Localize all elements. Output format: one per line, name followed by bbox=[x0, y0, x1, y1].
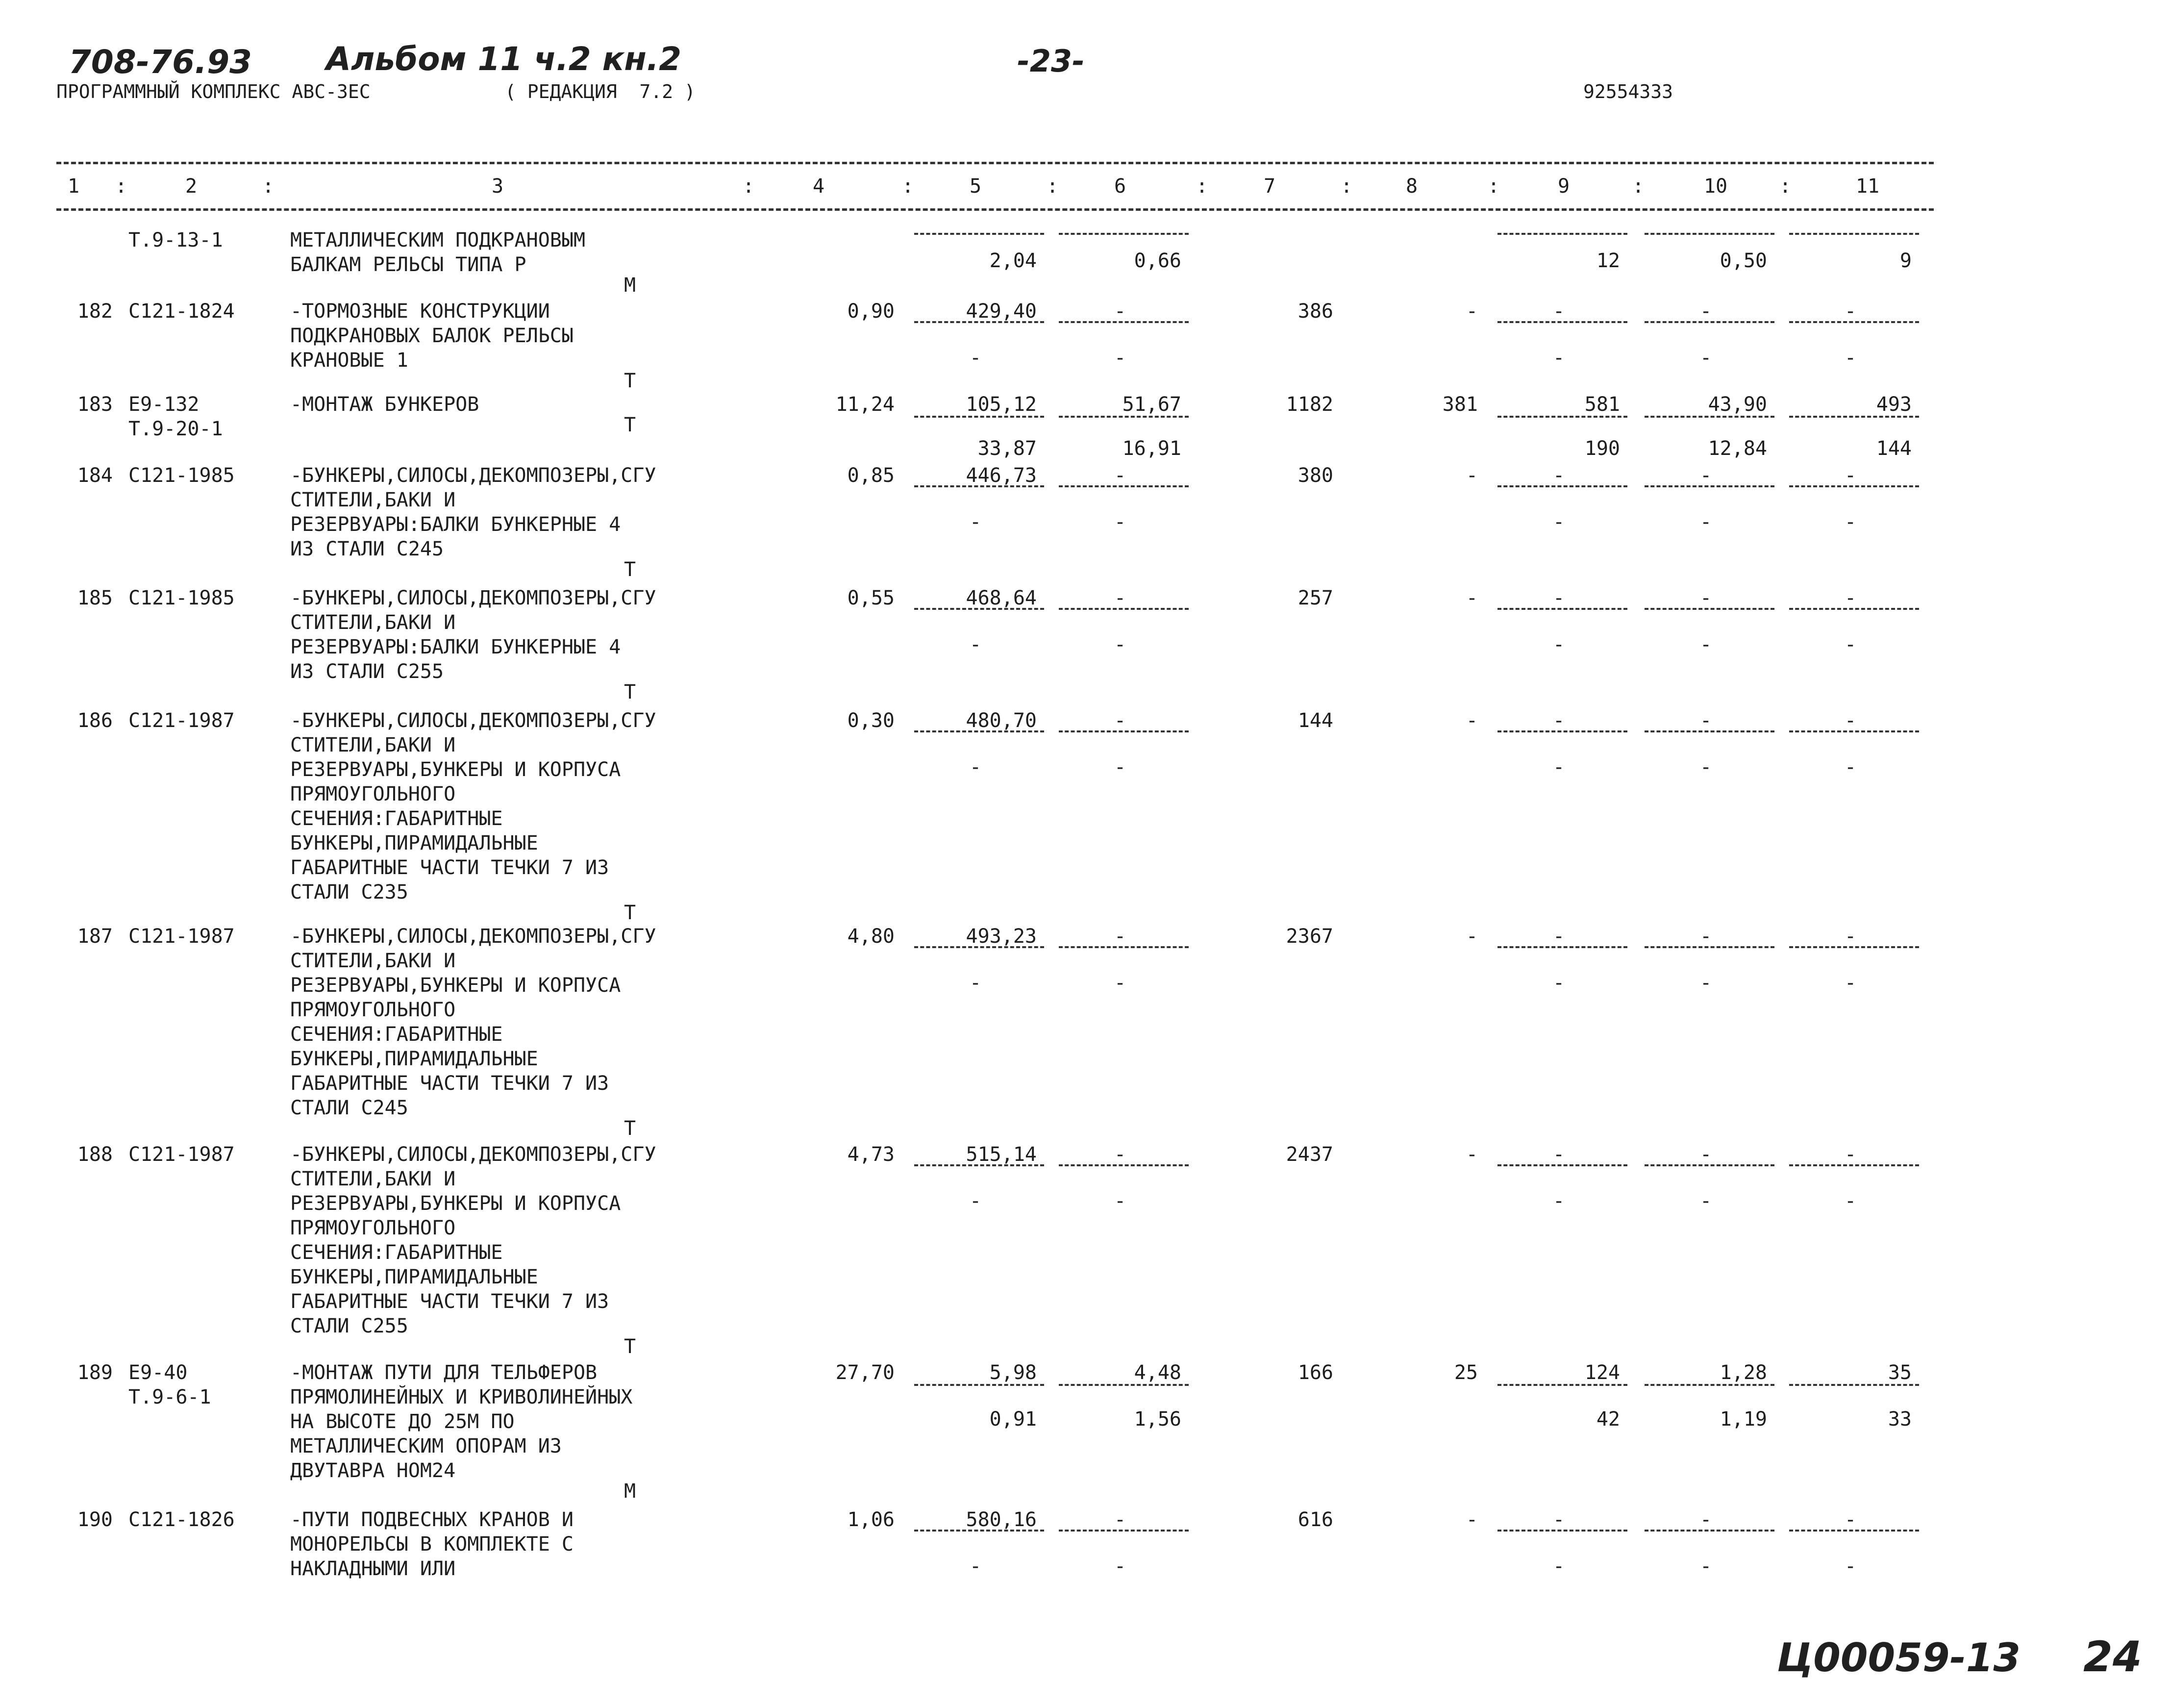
fraction-divider bbox=[914, 1384, 1044, 1386]
cell-col-11-bottom: 144 bbox=[1876, 437, 1912, 460]
cell-col-4: 0,30 bbox=[847, 709, 895, 732]
fraction-divider bbox=[1645, 1530, 1774, 1532]
fraction-divider bbox=[914, 1164, 1044, 1166]
column-header-9: 9 bbox=[1557, 175, 1570, 198]
cell-col-9-top: - bbox=[1552, 709, 1565, 732]
row-description: КРАНОВЫЕ 1 bbox=[290, 349, 408, 372]
row-description: СТИТЕЛИ,БАКИ И bbox=[290, 950, 456, 972]
cell-col-4: 4,73 bbox=[847, 1143, 895, 1166]
cell-col-6-bottom: - bbox=[1114, 347, 1126, 369]
cell-col-8: - bbox=[1466, 1143, 1478, 1166]
row-unit: М bbox=[624, 1480, 636, 1503]
cell-col-9-bottom: 190 bbox=[1584, 437, 1620, 460]
cell-col-4: 0,55 bbox=[847, 587, 895, 609]
row-description: ИЗ СТАЛИ С245 bbox=[290, 538, 444, 560]
fraction-divider bbox=[1789, 1384, 1919, 1386]
cell-col-5-top: 515,14 bbox=[966, 1143, 1037, 1166]
row-description: -БУНКЕРЫ,СИЛОСЫ,ДЕКОМПОЗЕРЫ,СГУ bbox=[290, 709, 656, 732]
row-description: РЕЗЕРВУАРЫ,БУНКЕРЫ И КОРПУСА bbox=[290, 974, 621, 997]
row-code: С121-1985 bbox=[128, 464, 235, 487]
cell-col-9-top: - bbox=[1552, 1143, 1565, 1166]
cell-col-9-bottom: 42 bbox=[1596, 1408, 1620, 1431]
cell-col-6-top: - bbox=[1114, 1508, 1126, 1531]
row-code: С121-1985 bbox=[128, 587, 235, 609]
row-description: СТАЛИ С245 bbox=[290, 1097, 408, 1119]
cell-col-8: - bbox=[1466, 587, 1478, 609]
row-description: ИЗ СТАЛИ С255 bbox=[290, 660, 444, 683]
cell-col-6-bottom: - bbox=[1114, 1555, 1126, 1578]
fraction-divider bbox=[1645, 1164, 1774, 1166]
cell-col-10-top: - bbox=[1699, 1143, 1712, 1166]
row-description: -БУНКЕРЫ,СИЛОСЫ,ДЕКОМПОЗЕРЫ,СГУ bbox=[290, 587, 656, 609]
cell-col-6-bottom: - bbox=[1114, 511, 1126, 533]
fraction-divider bbox=[1059, 730, 1189, 732]
row-description: ПОДКРАНОВЫХ БАЛОК РЕЛЬСЫ bbox=[290, 325, 574, 347]
cell-col-11-top: - bbox=[1844, 709, 1857, 732]
cell-col-9-bottom: - bbox=[1552, 347, 1565, 369]
row-number: 189 bbox=[77, 1361, 113, 1384]
row-description: РЕЗЕРВУАРЫ,БУНКЕРЫ И КОРПУСА bbox=[290, 1192, 621, 1215]
cell-col-10-bottom: - bbox=[1699, 1555, 1712, 1578]
row-description: БАЛКАМ РЕЛЬСЫ ТИПА Р bbox=[290, 253, 526, 276]
row-description: БУНКЕРЫ,ПИРАМИДАЛЬНЫЕ bbox=[290, 832, 538, 854]
column-separator: : bbox=[1488, 175, 1500, 198]
cell-col-4: 4,80 bbox=[847, 925, 895, 948]
column-header-3: 3 bbox=[491, 175, 504, 198]
cell-col-6-bottom: 16,91 bbox=[1122, 437, 1181, 460]
fraction-divider bbox=[1059, 416, 1189, 418]
fraction-divider bbox=[1789, 321, 1919, 323]
fraction-divider bbox=[1059, 321, 1189, 323]
row-description: МЕТАЛЛИЧЕСКИМ ОПОРАМ ИЗ bbox=[290, 1435, 562, 1457]
fraction-divider bbox=[1059, 1164, 1189, 1166]
row-code: Е9-40 bbox=[128, 1361, 188, 1384]
cell-col-10-top: - bbox=[1699, 464, 1712, 487]
fraction-divider bbox=[1789, 1164, 1919, 1166]
row-unit: Т bbox=[624, 414, 636, 436]
cell-col-10-bottom: - bbox=[1699, 511, 1712, 533]
row-description: ДВУТАВРА НОМ24 bbox=[290, 1459, 456, 1482]
cell-col-10-top: 1,28 bbox=[1720, 1361, 1767, 1384]
fraction-divider bbox=[1497, 1164, 1627, 1166]
cell-col-9-bottom: - bbox=[1552, 633, 1565, 656]
cell-col-11-bottom: - bbox=[1844, 1190, 1857, 1212]
cell-col-6-bottom: - bbox=[1114, 1190, 1126, 1212]
cell-col-9-top: - bbox=[1552, 464, 1565, 487]
cell-col-4: 11,24 bbox=[835, 393, 895, 416]
cell-col-11-bottom: - bbox=[1844, 972, 1857, 994]
row-description: СТИТЕЛИ,БАКИ И bbox=[290, 611, 456, 634]
row-unit: Т bbox=[624, 1117, 636, 1140]
row-description: РЕЗЕРВУАРЫ:БАЛКИ БУНКЕРНЫЕ 4 bbox=[290, 636, 621, 658]
row-number: 183 bbox=[77, 393, 113, 416]
column-separator: : bbox=[743, 175, 755, 198]
row-number: 188 bbox=[77, 1143, 113, 1166]
fraction-divider bbox=[1789, 608, 1919, 610]
row-description: МЕТАЛЛИЧЕСКИМ ПОДКРАНОВЫМ bbox=[290, 229, 586, 251]
column-header-8: 8 bbox=[1405, 175, 1418, 198]
fraction-divider bbox=[914, 416, 1044, 418]
row-code: С121-1987 bbox=[128, 925, 235, 948]
cell-col-5-bottom: - bbox=[969, 1190, 982, 1212]
cell-col-9-top: - bbox=[1552, 925, 1565, 948]
cell-col-11-top: - bbox=[1844, 587, 1857, 609]
cell-col-6-bottom: - bbox=[1114, 633, 1126, 656]
row-description: СТАЛИ С235 bbox=[290, 881, 408, 904]
cell-col-5-bottom: - bbox=[969, 1555, 982, 1578]
fraction-divider bbox=[1645, 485, 1774, 487]
fraction-divider bbox=[1497, 946, 1627, 948]
fraction-divider bbox=[1497, 321, 1627, 323]
cell-col-9-bottom: - bbox=[1552, 511, 1565, 533]
row-code: С121-1987 bbox=[128, 1143, 235, 1166]
cell-col-5-top: 429,40 bbox=[966, 300, 1037, 323]
cell-col-7: 144 bbox=[1298, 709, 1333, 732]
doc-code: 708-76.93 bbox=[69, 43, 252, 81]
cell-col-11-bottom: 9 bbox=[1899, 250, 1912, 272]
cell-col-11-top: - bbox=[1844, 1143, 1857, 1166]
column-separator: : bbox=[1047, 175, 1059, 198]
fraction-divider bbox=[1789, 416, 1919, 418]
cell-col-8: 381 bbox=[1442, 393, 1478, 416]
fraction-divider bbox=[1645, 233, 1774, 235]
column-separator: : bbox=[1196, 175, 1208, 198]
row-code: Е9-132 bbox=[128, 393, 200, 416]
cell-col-5-top: 105,12 bbox=[966, 393, 1037, 416]
cell-col-6-top: - bbox=[1114, 709, 1126, 732]
cell-col-9-bottom: - bbox=[1552, 1190, 1565, 1212]
column-header-6: 6 bbox=[1114, 175, 1126, 198]
fraction-divider bbox=[1645, 946, 1774, 948]
cell-col-5-bottom: - bbox=[969, 756, 982, 779]
column-header-7: 7 bbox=[1263, 175, 1276, 198]
cell-col-11-bottom: 33 bbox=[1888, 1408, 1912, 1431]
fraction-divider bbox=[1497, 1384, 1627, 1386]
row-description: -ПУТИ ПОДВЕСНЫХ КРАНОВ И bbox=[290, 1508, 574, 1531]
album-label: Альбом 11 ч.2 кн.2 bbox=[326, 40, 682, 78]
row-description: -БУНКЕРЫ,СИЛОСЫ,ДЕКОМПОЗЕРЫ,СГУ bbox=[290, 1143, 656, 1166]
cell-col-11-top: 493 bbox=[1876, 393, 1912, 416]
fraction-divider bbox=[1645, 1384, 1774, 1386]
cell-col-10-bottom: 0,50 bbox=[1720, 250, 1767, 272]
cell-col-6-top: - bbox=[1114, 464, 1126, 487]
cell-col-9-bottom: - bbox=[1552, 756, 1565, 779]
fraction-divider bbox=[1497, 730, 1627, 732]
row-description: РЕЗЕРВУАРЫ:БАЛКИ БУНКЕРНЫЕ 4 bbox=[290, 513, 621, 536]
row-number: 187 bbox=[77, 925, 113, 948]
cell-col-9-bottom: - bbox=[1552, 972, 1565, 994]
row-description: -МОНТАЖ ПУТИ ДЛЯ ТЕЛЬФЕРОВ bbox=[290, 1361, 598, 1384]
cell-col-11-bottom: - bbox=[1844, 347, 1857, 369]
row-code: Т.9-13-1 bbox=[128, 229, 223, 251]
cell-col-11-bottom: - bbox=[1844, 511, 1857, 533]
cell-col-5-top: 480,70 bbox=[966, 709, 1037, 732]
row-description: -БУНКЕРЫ,СИЛОСЫ,ДЕКОМПОЗЕРЫ,СГУ bbox=[290, 925, 656, 948]
cell-col-4: 1,06 bbox=[847, 1508, 895, 1531]
row-description: СТАЛИ С255 bbox=[290, 1315, 408, 1337]
cell-col-10-top: - bbox=[1699, 925, 1712, 948]
cell-col-5-bottom: - bbox=[969, 511, 982, 533]
row-description: СТИТЕЛИ,БАКИ И bbox=[290, 734, 456, 756]
fraction-divider bbox=[914, 608, 1044, 610]
fraction-divider bbox=[1059, 946, 1189, 948]
row-description: СЕЧЕНИЯ:ГАБАРИТНЫЕ bbox=[290, 1023, 503, 1046]
row-description: -ТОРМОЗНЫЕ КОНСТРУКЦИИ bbox=[290, 300, 550, 323]
column-separator: : bbox=[1779, 175, 1792, 198]
cell-col-10-bottom: 1,19 bbox=[1720, 1408, 1767, 1431]
cell-col-5-top: 446,73 bbox=[966, 464, 1037, 487]
cell-col-6-top: - bbox=[1114, 300, 1126, 323]
cell-col-8: 25 bbox=[1454, 1361, 1478, 1384]
cell-col-5-top: 493,23 bbox=[966, 925, 1037, 948]
fraction-divider bbox=[1789, 730, 1919, 732]
column-header-4: 4 bbox=[812, 175, 825, 198]
cell-col-6-top: 4,48 bbox=[1134, 1361, 1181, 1384]
cell-col-10-bottom: - bbox=[1699, 756, 1712, 779]
fraction-divider bbox=[1497, 416, 1627, 418]
cell-col-10-top: - bbox=[1699, 1508, 1712, 1531]
cell-col-7: 257 bbox=[1298, 587, 1333, 609]
fraction-divider bbox=[1789, 1530, 1919, 1532]
row-description: ГАБАРИТНЫЕ ЧАСТИ ТЕЧКИ 7 ИЗ bbox=[290, 856, 609, 879]
row-description: БУНКЕРЫ,ПИРАМИДАЛЬНЫЕ bbox=[290, 1266, 538, 1288]
cell-col-7: 386 bbox=[1298, 300, 1333, 323]
cell-col-6-bottom: 0,66 bbox=[1134, 250, 1181, 272]
fraction-divider bbox=[914, 485, 1044, 487]
cell-col-6-top: - bbox=[1114, 925, 1126, 948]
cell-col-5-bottom: - bbox=[969, 347, 982, 369]
column-header-2: 2 bbox=[185, 175, 198, 198]
column-header-11: 11 bbox=[1855, 175, 1880, 198]
row-unit: Т bbox=[624, 1335, 636, 1358]
fraction-divider bbox=[1059, 485, 1189, 487]
cell-col-8: - bbox=[1466, 300, 1478, 323]
cell-col-5-bottom: 33,87 bbox=[977, 437, 1037, 460]
fraction-divider bbox=[1645, 321, 1774, 323]
cell-col-7: 166 bbox=[1298, 1361, 1333, 1384]
column-header-1: 1 bbox=[67, 175, 80, 198]
row-code: С121-1826 bbox=[128, 1508, 235, 1531]
cell-col-9-top: - bbox=[1552, 300, 1565, 323]
stamp-code: Ц00059-13 bbox=[1777, 1635, 2021, 1681]
row-description: ПРЯМОЛИНЕЙНЫХ И КРИВОЛИНЕЙНЫХ bbox=[290, 1386, 633, 1408]
cell-col-4: 27,70 bbox=[835, 1361, 895, 1384]
row-description: ПРЯМОУГОЛЬНОГО bbox=[290, 1217, 456, 1239]
row-number: 185 bbox=[77, 587, 113, 609]
row-description: НАКЛАДНЫМИ ИЛИ bbox=[290, 1557, 456, 1580]
row-description: СЕЧЕНИЯ:ГАБАРИТНЫЕ bbox=[290, 807, 503, 830]
cell-col-10-top: - bbox=[1699, 300, 1712, 323]
cell-col-10-bottom: - bbox=[1699, 347, 1712, 369]
row-description: ПРЯМОУГОЛЬНОГО bbox=[290, 999, 456, 1021]
column-separator: : bbox=[902, 175, 914, 198]
fraction-divider bbox=[1789, 485, 1919, 487]
cell-col-7: 2367 bbox=[1286, 925, 1333, 948]
column-separator: : bbox=[115, 175, 127, 198]
cell-col-9-bottom: 12 bbox=[1596, 250, 1620, 272]
row-description: -МОНТАЖ БУНКЕРОВ bbox=[290, 393, 479, 416]
cell-col-6-top: - bbox=[1114, 1143, 1126, 1166]
row-description: ПРЯМОУГОЛЬНОГО bbox=[290, 783, 456, 805]
cell-col-8: - bbox=[1466, 464, 1478, 487]
column-header-5: 5 bbox=[969, 175, 982, 198]
cell-col-7: 616 bbox=[1298, 1508, 1333, 1531]
row-description: РЕЗЕРВУАРЫ,БУНКЕРЫ И КОРПУСА bbox=[290, 758, 621, 781]
row-description: МОНОРЕЛЬСЫ В КОМПЛЕКТЕ С bbox=[290, 1533, 574, 1556]
cell-col-10-bottom: - bbox=[1699, 1190, 1712, 1212]
cell-col-11-top: 35 bbox=[1888, 1361, 1912, 1384]
fraction-divider bbox=[914, 321, 1044, 323]
cell-col-10-bottom: - bbox=[1699, 633, 1712, 656]
fraction-divider bbox=[914, 1530, 1044, 1532]
sheet-number: 24 bbox=[2083, 1633, 2142, 1682]
fraction-divider bbox=[1059, 233, 1189, 235]
cell-col-5-bottom: 2,04 bbox=[989, 250, 1037, 272]
table-top-rule bbox=[56, 162, 1934, 164]
cell-col-11-bottom: - bbox=[1844, 1555, 1857, 1578]
row-description: СТИТЕЛИ,БАКИ И bbox=[290, 489, 456, 511]
cell-col-10-top: - bbox=[1699, 587, 1712, 609]
cell-col-9-top: 124 bbox=[1584, 1361, 1620, 1384]
row-number: 184 bbox=[77, 464, 113, 487]
cell-col-10-bottom: - bbox=[1699, 972, 1712, 994]
cell-col-5-top: 468,64 bbox=[966, 587, 1037, 609]
row-unit: Т bbox=[624, 681, 636, 703]
cell-col-8: - bbox=[1466, 1508, 1478, 1531]
fraction-divider bbox=[1059, 608, 1189, 610]
fraction-divider bbox=[1059, 1384, 1189, 1386]
cell-col-4: 0,90 bbox=[847, 300, 895, 323]
cell-col-7: 1182 bbox=[1286, 393, 1333, 416]
document-code-right: 92554333 bbox=[1583, 81, 1673, 102]
cell-col-11-top: - bbox=[1844, 925, 1857, 948]
cell-col-6-bottom: 1,56 bbox=[1134, 1408, 1181, 1431]
fraction-divider bbox=[1645, 416, 1774, 418]
row-description: ГАБАРИТНЫЕ ЧАСТИ ТЕЧКИ 7 ИЗ bbox=[290, 1290, 609, 1313]
cell-col-9-top: 581 bbox=[1584, 393, 1620, 416]
cell-col-10-bottom: 12,84 bbox=[1708, 437, 1767, 460]
row-unit: Т bbox=[624, 902, 636, 924]
cell-col-5-bottom: 0,91 bbox=[989, 1408, 1037, 1431]
row-number: 190 bbox=[77, 1508, 113, 1531]
cell-col-6-top: - bbox=[1114, 587, 1126, 609]
fraction-divider bbox=[1789, 946, 1919, 948]
cell-col-7: 380 bbox=[1298, 464, 1333, 487]
cell-col-11-top: - bbox=[1844, 300, 1857, 323]
fraction-divider bbox=[1497, 608, 1627, 610]
column-separator: : bbox=[1632, 175, 1645, 198]
row-unit: М bbox=[624, 274, 636, 297]
fraction-divider bbox=[914, 946, 1044, 948]
fraction-divider bbox=[1497, 1530, 1627, 1532]
row-code: Т.9-6-1 bbox=[128, 1386, 211, 1408]
row-number: 186 bbox=[77, 709, 113, 732]
row-description: ГАБАРИТНЫЕ ЧАСТИ ТЕЧКИ 7 ИЗ bbox=[290, 1072, 609, 1095]
row-code: Т.9-20-1 bbox=[128, 418, 223, 440]
row-description: БУНКЕРЫ,ПИРАМИДАЛЬНЫЕ bbox=[290, 1048, 538, 1070]
row-unit: Т bbox=[624, 558, 636, 581]
column-separator: : bbox=[1341, 175, 1353, 198]
cell-col-10-top: - bbox=[1699, 709, 1712, 732]
program-edition: ( РЕДАКЦИЯ 7.2 ) bbox=[505, 81, 696, 102]
fraction-divider bbox=[1789, 233, 1919, 235]
row-code: С121-1824 bbox=[128, 300, 235, 323]
cell-col-5-top: 580,16 bbox=[966, 1508, 1037, 1531]
row-description: СЕЧЕНИЯ:ГАБАРИТНЫЕ bbox=[290, 1241, 503, 1264]
cell-col-9-bottom: - bbox=[1552, 1555, 1565, 1578]
row-code: С121-1987 bbox=[128, 709, 235, 732]
row-description: СТИТЕЛИ,БАКИ И bbox=[290, 1168, 456, 1190]
row-description: -БУНКЕРЫ,СИЛОСЫ,ДЕКОМПОЗЕРЫ,СГУ bbox=[290, 464, 656, 487]
cell-col-7: 2437 bbox=[1286, 1143, 1333, 1166]
page-number: -23- bbox=[1017, 43, 1085, 79]
row-number: 182 bbox=[77, 300, 113, 323]
cell-col-11-top: - bbox=[1844, 1508, 1857, 1531]
column-separator: : bbox=[262, 175, 274, 198]
program-name: ПРОГРАММНЫЙ КОМПЛЕКС АВС-ЗЕС bbox=[56, 81, 371, 102]
cell-col-6-bottom: - bbox=[1114, 972, 1126, 994]
cell-col-11-top: - bbox=[1844, 464, 1857, 487]
cell-col-8: - bbox=[1466, 709, 1478, 732]
row-description: НА ВЫСОТЕ ДО 25М ПО bbox=[290, 1410, 515, 1433]
fraction-divider bbox=[1497, 233, 1627, 235]
cell-col-8: - bbox=[1466, 925, 1478, 948]
cell-col-10-top: 43,90 bbox=[1708, 393, 1767, 416]
fraction-divider bbox=[1059, 1530, 1189, 1532]
cell-col-9-top: - bbox=[1552, 1508, 1565, 1531]
fraction-divider bbox=[1645, 608, 1774, 610]
cell-col-5-bottom: - bbox=[969, 633, 982, 656]
cell-col-5-top: 5,98 bbox=[989, 1361, 1037, 1384]
row-unit: Т bbox=[624, 370, 636, 392]
cell-col-6-top: 51,67 bbox=[1122, 393, 1181, 416]
cell-col-6-bottom: - bbox=[1114, 756, 1126, 779]
cell-col-9-top: - bbox=[1552, 587, 1565, 609]
column-header-10: 10 bbox=[1703, 175, 1728, 198]
fraction-divider bbox=[914, 233, 1044, 235]
fraction-divider bbox=[914, 730, 1044, 732]
cell-col-4: 0,85 bbox=[847, 464, 895, 487]
table-header-rule bbox=[56, 208, 1934, 211]
cell-col-11-bottom: - bbox=[1844, 756, 1857, 779]
fraction-divider bbox=[1497, 485, 1627, 487]
cell-col-5-bottom: - bbox=[969, 972, 982, 994]
fraction-divider bbox=[1645, 730, 1774, 732]
cell-col-11-bottom: - bbox=[1844, 633, 1857, 656]
